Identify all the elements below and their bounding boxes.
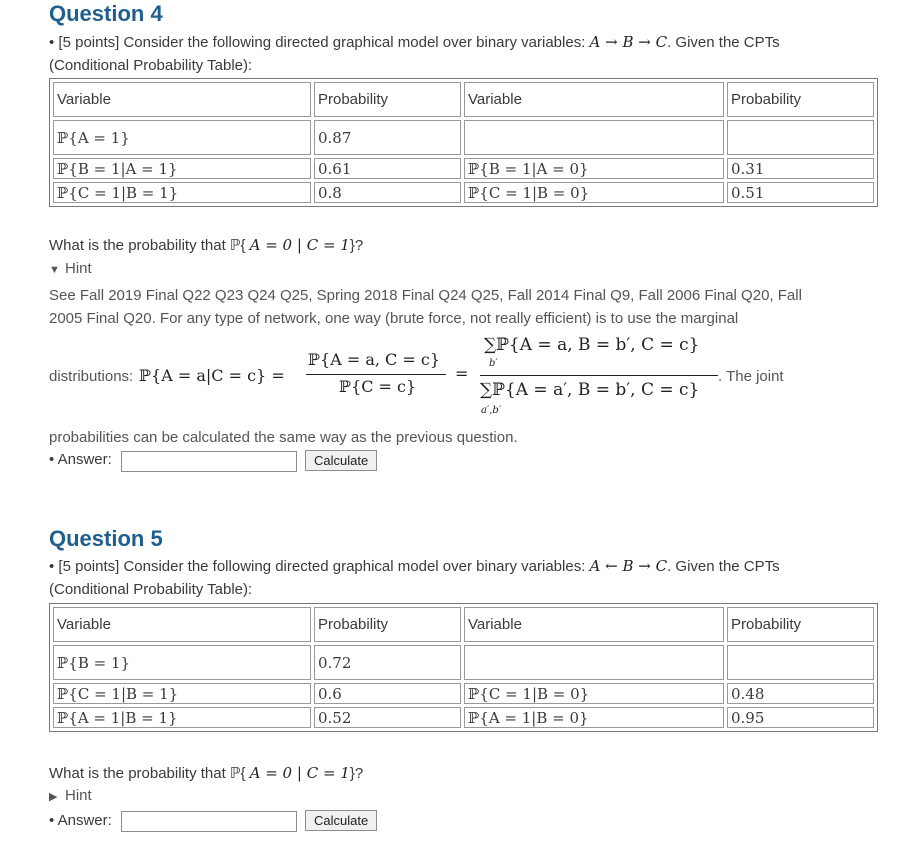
q5-intro-prefix: • [5 points] Consider the following directed graphical model over binary variables: [49,558,590,575]
header-variable: Variable [53,82,311,117]
cell-variable: ℙ{B = 1} [53,645,311,680]
fraction-bar [306,374,446,375]
cell-probability [727,120,874,155]
table-row [53,645,874,680]
q4-frac1-denominator: ℙ{C = c} [339,377,417,396]
q4-intro-prefix: • [5 points] Consider the following directed graphical model over binary variables: [49,34,590,51]
q5-answer-label: • Answer: [49,812,112,829]
q4-answer-input[interactable] [121,451,297,472]
question-5-intro [49,555,869,601]
header-probability: Probability [727,607,874,642]
q5-intro-line2: (Conditional Probability Table): [49,581,253,598]
cell-variable: ℙ{C = 1|B = 1} [53,683,311,704]
q5-question-suffix: }? [349,765,364,782]
cell-probability: 0.52 [314,707,461,728]
q4-hint-line2: 2005 Final Q20. For any type of network, one way (brute force, not really efficient) is to use the marginal [49,310,739,327]
cell-variable: ℙ{C = 1|B = 0} [464,182,724,203]
q4-calculate-button[interactable]: Calculate [305,450,377,471]
question-4-title: Question 4 [49,1,163,26]
q4-frac2-numerator: ∑ℙ{A = a, B = b′, C = c} [484,335,700,355]
q5-answer-input[interactable] [121,811,297,832]
q5-question-prefix: What is the probability that ℙ{ [49,765,250,782]
fraction-bar [480,375,718,376]
cell-variable [464,645,724,680]
q4-cpt-table [49,78,878,207]
cell-probability: 0.8 [314,182,461,203]
q4-model: A → B → C [589,33,668,51]
q5-cpt-table [49,603,878,732]
cell-probability: 0.72 [314,645,461,680]
q4-frac2-den-subscript: a′,b′ [481,405,502,416]
header-variable: Variable [464,82,724,117]
header-probability: Probability [314,607,461,642]
q4-hint-line1: See Fall 2019 Final Q22 Q23 Q24 Q25, Spring 2018 Final Q24 Q25, Fall 2014 Final Q9, Fall 2006 Final Q20, Fall [49,287,802,304]
cell-variable: ℙ{A = 1|B = 1} [53,707,311,728]
table-row [53,683,874,704]
q4-frac2-denominator: ∑ℙ{A = a′, B = b′, C = c} [480,380,700,400]
q4-question-suffix: }? [349,237,364,254]
cell-probability: 0.6 [314,683,461,704]
q4-answer-label: • Answer: [49,451,112,468]
table-row [53,707,874,728]
q4-hint-line4: probabilities can be calculated the same way as the previous question. [49,429,518,446]
cell-probability: 0.48 [727,683,874,704]
header-probability: Probability [314,82,461,117]
header-variable: Variable [53,607,311,642]
table-row [53,120,874,155]
q5-hint-toggle[interactable] [49,787,92,804]
table-row [53,182,874,203]
q4-frac2-num-subscript: b′ [489,358,498,369]
q4-dist-suffix: . The joint [718,368,784,385]
q4-question [49,234,869,257]
caret-down-icon: ▼ [49,264,60,276]
q4-frac1-numerator: ℙ{A = a, C = c} [308,350,441,369]
question-4-intro [49,31,869,77]
cell-variable: ℙ{C = 1|B = 0} [464,683,724,704]
q4-equals: = [455,364,469,383]
table-header-row [53,607,874,642]
cell-probability: 0.31 [727,158,874,179]
q4-hint-text [49,284,869,330]
cell-variable: ℙ{C = 1|B = 1} [53,182,311,203]
cell-probability: 0.61 [314,158,461,179]
q4-intro-suffix: . Given the CPTs [667,34,780,51]
table-row [53,158,874,179]
q5-calculate-button[interactable]: Calculate [305,810,377,831]
q4-dist-lhs: ℙ{A = a|C = c} = [139,366,285,385]
q5-question-math: A = 0 | C = 1 [249,764,350,782]
cell-variable: ℙ{B = 1|A = 0} [464,158,724,179]
cell-probability: 0.87 [314,120,461,155]
table-header-row [53,82,874,117]
cell-variable: ℙ{A = 1|B = 0} [464,707,724,728]
q4-question-prefix: What is the probability that ℙ{ [49,237,250,254]
q4-hint-label: Hint [65,260,92,277]
cell-probability: 0.95 [727,707,874,728]
q4-dist-prefix: distributions: [49,368,134,385]
q5-model: A ← B → C [589,557,668,575]
question-5-title: Question 5 [49,526,163,551]
q5-question [49,762,869,785]
q4-intro-line2: (Conditional Probability Table): [49,57,253,74]
cell-variable [464,120,724,155]
cell-variable: ℙ{A = 1} [53,120,311,155]
q4-question-math: A = 0 | C = 1 [249,236,350,254]
q5-hint-label: Hint [65,787,92,804]
cell-variable: ℙ{B = 1|A = 1} [53,158,311,179]
q5-intro-suffix: . Given the CPTs [667,558,780,575]
header-probability: Probability [727,82,874,117]
header-variable: Variable [464,607,724,642]
q4-hint-toggle[interactable] [49,260,92,277]
cell-probability: 0.51 [727,182,874,203]
cell-probability [727,645,874,680]
caret-right-icon: ▶ [49,791,58,803]
